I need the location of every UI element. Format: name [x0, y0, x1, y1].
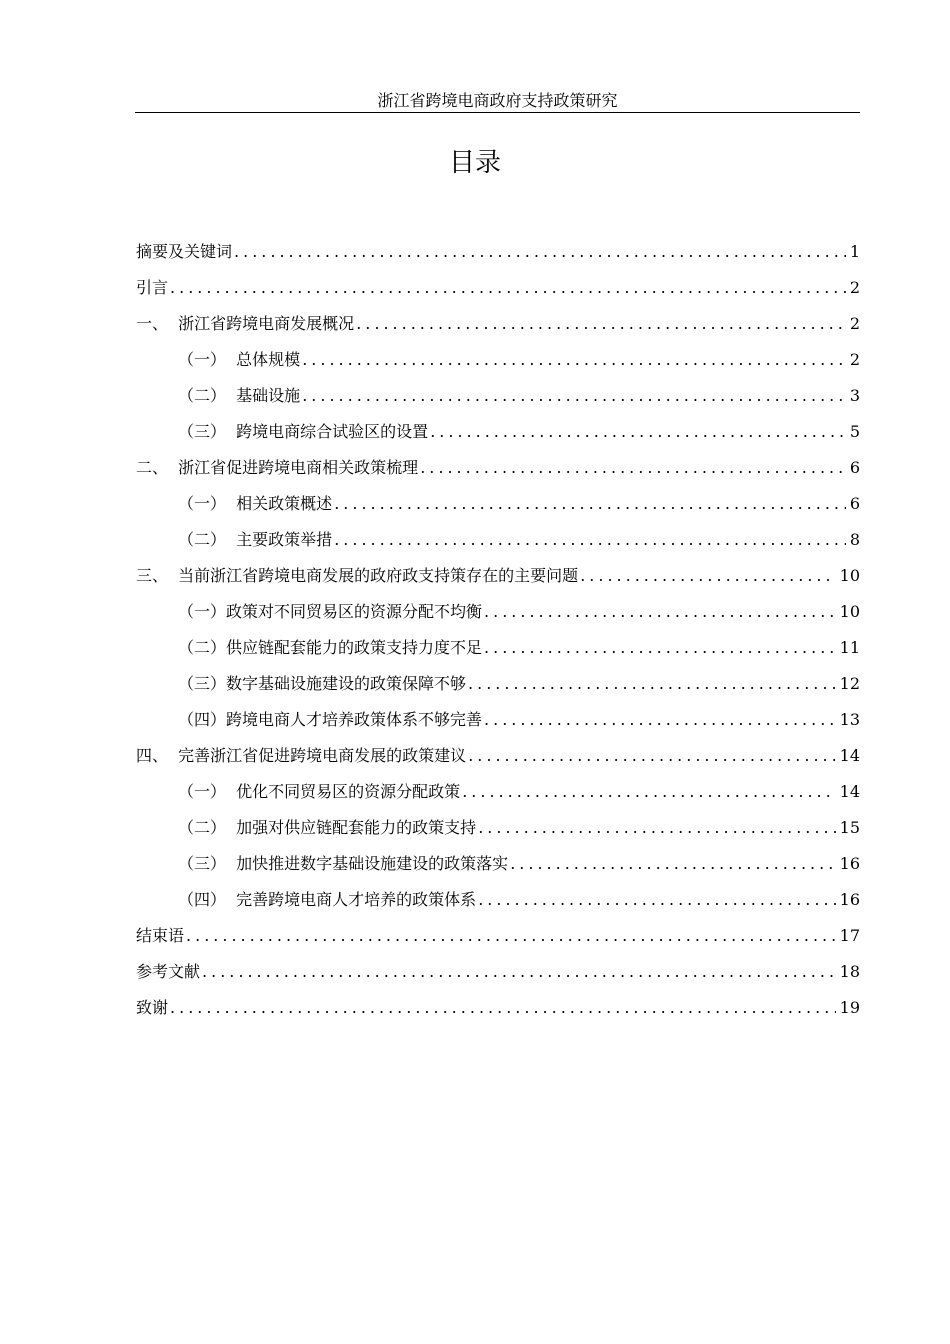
toc-entry-label: （四） 完善跨境电商人才培养的政策体系: [178, 890, 477, 909]
dot-leader: [332, 522, 846, 558]
toc-entry[interactable]: [136, 846, 860, 882]
toc-entry[interactable]: [136, 234, 860, 270]
dot-leader: [428, 414, 846, 450]
toc-entry-page-number: 10: [839, 602, 860, 621]
toc-entry-label: （一） 优化不同贸易区的资源分配政策: [178, 782, 461, 801]
toc-entry-page-number: 17: [839, 926, 860, 945]
toc-entry[interactable]: [136, 522, 860, 558]
toc-entry-label: 引言: [136, 278, 169, 297]
toc-entry-label: （二） 加强对供应链配套能力的政策支持: [178, 818, 477, 837]
toc-entry[interactable]: [136, 594, 860, 630]
dot-leader: [466, 738, 835, 774]
toc-entry[interactable]: [136, 450, 860, 486]
toc-entry-label: （四）跨境电商人才培养政策体系不够完善: [178, 710, 483, 729]
dot-leader: [354, 306, 846, 342]
toc-entry[interactable]: [136, 702, 860, 738]
toc-entry-label: （二）供应链配套能力的政策支持力度不足: [178, 638, 483, 657]
toc-entry-page-number: 10: [839, 566, 860, 585]
toc-entry-label: 四、 完善浙江省促进跨境电商发展的政策建议: [136, 746, 467, 765]
toc-entry[interactable]: [136, 342, 860, 378]
toc-entry[interactable]: [136, 486, 860, 522]
toc-entry-page-number: 2: [849, 350, 860, 369]
dot-leader: [168, 270, 846, 306]
toc-entry-page-number: 1: [849, 242, 860, 261]
toc-entry-label: （三） 跨境电商综合试验区的设置: [178, 422, 429, 441]
dot-leader: [508, 846, 835, 882]
dot-leader: [418, 450, 846, 486]
toc-entry-label: 参考文献: [136, 962, 201, 981]
toc-entry[interactable]: [136, 378, 860, 414]
dot-leader: [300, 342, 846, 378]
toc-entry-label: （一）政策对不同贸易区的资源分配不均衡: [178, 602, 483, 621]
toc-entry-label: 三、 当前浙江省跨境电商发展的政府政支持策存在的主要问题: [136, 566, 579, 585]
dot-leader: [460, 774, 835, 810]
toc-entry-page-number: 16: [839, 890, 860, 909]
dot-leader: [332, 486, 846, 522]
dot-leader: [184, 918, 836, 954]
toc-entry-label: 一、 浙江省跨境电商发展概况: [136, 314, 355, 333]
toc-entry[interactable]: [136, 990, 860, 1026]
dot-leader: [482, 630, 836, 666]
toc-entry[interactable]: [136, 810, 860, 846]
toc-entry[interactable]: [136, 414, 860, 450]
toc-entry-page-number: 8: [849, 530, 860, 549]
toc-entry-page-number: 13: [839, 710, 860, 729]
dot-leader: [232, 234, 846, 270]
toc-entry-label: （二） 主要政策举措: [178, 530, 333, 549]
toc-entry-page-number: 3: [849, 386, 860, 405]
toc-entry-label: 致谢: [136, 998, 169, 1017]
toc-entry-page-number: 19: [839, 998, 860, 1017]
toc-entry-page-number: 2: [849, 278, 860, 297]
dot-leader: [200, 954, 836, 990]
toc-entry[interactable]: [136, 954, 860, 990]
toc-entry[interactable]: [136, 270, 860, 306]
toc-entry-label: （二） 基础设施: [178, 386, 301, 405]
toc-entry-page-number: 12: [839, 674, 860, 693]
toc-entry-page-number: 16: [839, 854, 860, 873]
dot-leader: [476, 882, 835, 918]
toc-entry-label: 结束语: [136, 926, 185, 945]
toc-entry-label: （一） 总体规模: [178, 350, 301, 369]
toc-entry-page-number: 15: [839, 818, 860, 837]
dot-leader: [476, 810, 835, 846]
header-text: 浙江省跨境电商政府支持政策研究: [377, 91, 618, 110]
table-of-contents: [136, 234, 860, 1026]
page-title: 目录: [448, 148, 501, 178]
toc-entry-page-number: 2: [849, 314, 860, 333]
toc-entry-label: （三） 加快推进数字基础设施建设的政策落实: [178, 854, 509, 873]
toc-entry[interactable]: [136, 774, 860, 810]
toc-entry-page-number: 6: [849, 494, 860, 513]
dot-leader: [578, 558, 835, 594]
toc-entry-page-number: 5: [849, 422, 860, 441]
dot-leader: [482, 702, 836, 738]
toc-entry-page-number: 6: [849, 458, 860, 477]
dot-leader: [300, 378, 846, 414]
dot-leader: [482, 594, 836, 630]
toc-entry[interactable]: [136, 630, 860, 666]
toc-entry-page-number: 18: [839, 962, 860, 981]
toc-entry[interactable]: [136, 738, 860, 774]
dot-leader: [466, 666, 836, 702]
toc-entry-page-number: 14: [839, 782, 860, 801]
toc-entry-label: （一） 相关政策概述: [178, 494, 333, 513]
toc-entry-page-number: 14: [839, 746, 860, 765]
toc-entry[interactable]: [136, 558, 860, 594]
toc-entry[interactable]: [136, 918, 860, 954]
toc-entry[interactable]: [136, 882, 860, 918]
toc-entry-label: 摘要及关键词: [136, 242, 233, 261]
toc-entry[interactable]: [136, 306, 860, 342]
page-header: [135, 90, 860, 113]
toc-entry-page-number: 11: [839, 638, 860, 657]
dot-leader: [168, 990, 836, 1026]
toc-entry-label: 二、 浙江省促进跨境电商相关政策梳理: [136, 458, 419, 477]
toc-entry[interactable]: [136, 666, 860, 702]
toc-entry-label: （三）数字基础设施建设的政策保障不够: [178, 674, 467, 693]
